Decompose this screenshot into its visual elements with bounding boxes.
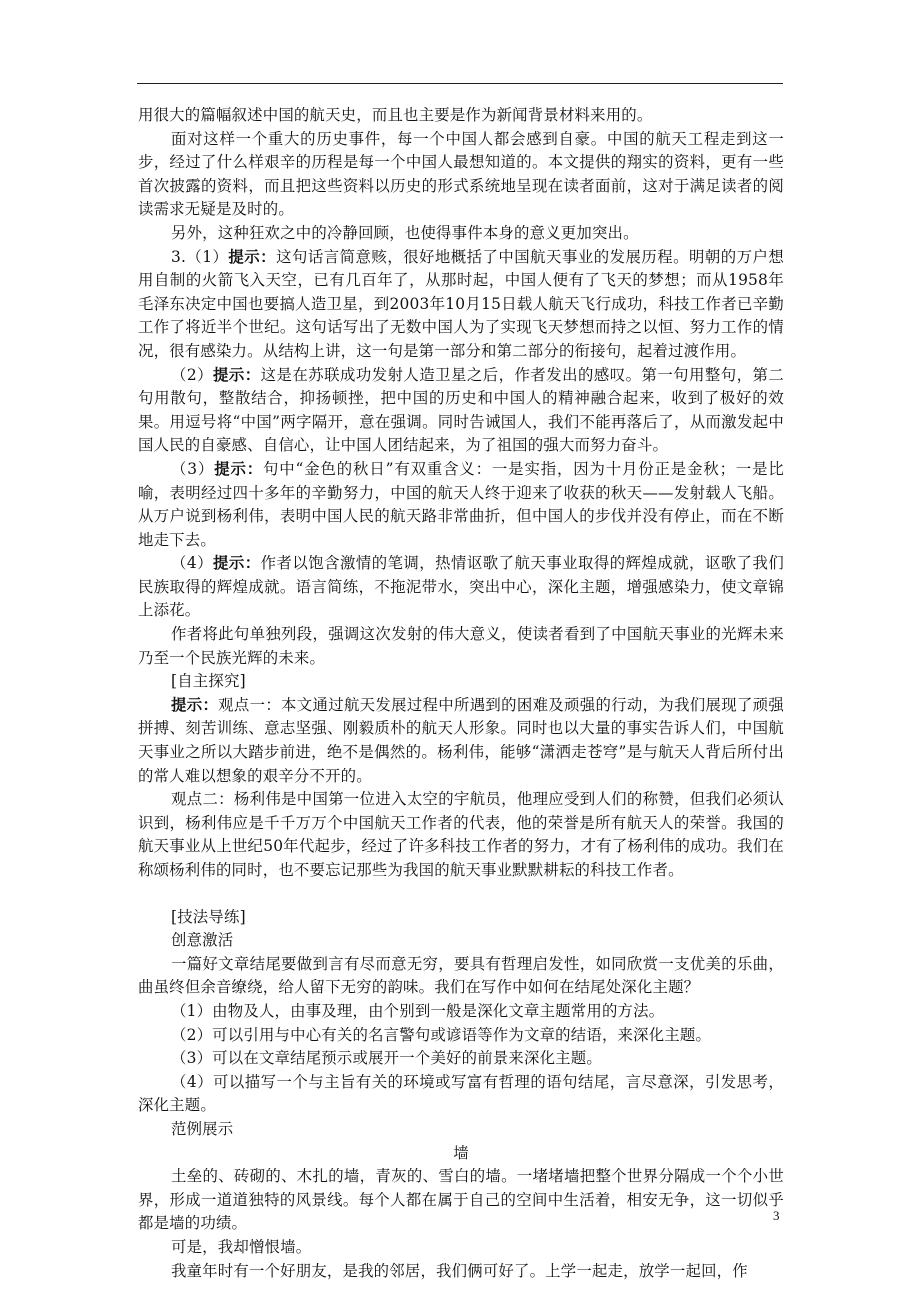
list-item: （3）可以在文章结尾预示或展开一个美好的前景来深化主题。 xyxy=(171,1049,602,1068)
header-rule xyxy=(137,83,783,84)
paragraph: 土垒的、砖砌的、木扎的墙，青灰的、雪白的墙。一堵堵墙把整个世界分隔成一个个小世界，形成一道道独特的风景线。每个人都在属于自己的空间中生活着，相安无争，这一切似乎都是墙的功绩。 xyxy=(138,1167,784,1233)
list-item: （4）可以描写一个与主旨有关的环境或写富有哲理的语句结尾，言尽意深，引发思考，深化主题。 xyxy=(138,1072,784,1115)
paragraph: 作者将此句单独列段，强调这次发射的伟大意义，使读者看到了中国航天事业的光辉未来乃至一个民族光辉的未来。 xyxy=(138,625,784,667)
hint-label: 提示： xyxy=(171,695,219,714)
subheading-creative: 创意激活 xyxy=(171,931,234,950)
list-item: （2）可以引用与中心有关的名言警句或谚语等作为文章的结语，来深化主题。 xyxy=(171,1025,712,1044)
section-heading-self-study: [自主探究] xyxy=(171,672,246,691)
self-study-viewpoint-2: 观点二：杨利伟是中国第一位进入太空的宇航员，他理应受到人们的称赞，但我们必须认识到，杨利伟应是千千万万个中国航天工作者的代表，他的荣誉是所有航天人的荣誉。我国的航天事业从上世纪50年代起步，经过了许多科技工作者的努力，才有了杨利伟的成功。我们在称颂杨利伟的同时，也不要忘记那些为我国的航天事业默默耕耘的科技工作者。 xyxy=(138,790,784,879)
spacer xyxy=(138,883,784,906)
answer-3-3 xyxy=(138,458,784,552)
page-number: 3 xyxy=(773,1208,780,1223)
hint-text: 这是在苏联成功发射人造卫星之后，作者发出的感叹。第一句用整句，第二句用散句，整散结合，抑扬顿挫，把中国的历史和中国人的精神融合起来，收到了极好的效果。用逗号将“中国”两字隔开，意在强调。同时告诫国人，我们不能再落后了，从而激发起中国人民的自豪感、自信心，让中国人团结起来，为了祖国的强大而努力奋斗。 xyxy=(138,365,784,455)
item-number: （4） xyxy=(171,554,214,573)
item-number: （2） xyxy=(171,365,214,384)
hint-text: 这句话言简意赅，很好地概括了中国航天事业的发展历程。明朝的万户想用自制的火箭飞入天空，已有几百年了，从那时起，中国人便有了飞天的梦想；而从1958年毛泽东决定中国也要搞人造卫星，到2003年10月15日载人航天飞行成功，科技工作者已辛勤工作了将近半个世纪。这句话写出了无数中国人为了实现飞天梦想而持之以恒、努力工作的情况，很有感染力。从结构上讲，这一句是第一部分和第二部分的衔接句，起着过渡作用。 xyxy=(138,247,784,360)
hint-text: 观点一：本文通过航天发展过程中所遇到的困难及顽强的行动，为我们展现了顽强拼搏、刻苦训练、意志坚强、刚毅质朴的航天人形象。同时也以大量的事实告诉人们，中国航天事业之所以大踏步前进，绝不是偶然的。杨利伟，能够“潇洒走苍穹”是与航天人背后所付出的常人难以想象的艰辛分不开的。 xyxy=(138,695,784,785)
section-heading-technique: [技法导练] xyxy=(171,907,246,926)
paragraph: 用很大的篇幅叙述中国的航天史，而且也主要是作为新闻背景材料来用的。 xyxy=(138,106,653,124)
paragraph: 另外，这种狂欢之中的冷静回顾，也使得事件本身的意义更加突出。 xyxy=(171,223,639,242)
answer-3-1 xyxy=(138,246,784,364)
paragraph: 我童年时有一个好朋友，是我的邻居，我们俩可好了。上学一起走，放学一起回，作 xyxy=(171,1261,748,1280)
hint-label: 提示： xyxy=(213,554,261,573)
paragraph: 面对这样一个重大的历史事件，每一个中国人都会感到自豪。中国的航天工程走到这一步，经过了什么样艰辛的历程是每一个中国人最想知道的。本文提供的翔实的资料，更有一些首次披露的资料，而且把这些资料以历史的形式系统地呈现在读者面前，这对于满足读者的阅读需求无疑是及时的。 xyxy=(138,129,784,219)
subheading-example: 范例展示 xyxy=(171,1119,234,1138)
paragraph: 一篇好文章结尾要做到言有尽而意无穷，要具有哲理启发性，如同欣赏一支优美的乐曲，曲虽终但余音缭绕，给人留下无穷的韵味。我们在写作中如何在结尾处深化主题？ xyxy=(138,954,784,997)
list-item: （1）由物及人，由事及理，由个别到一般是深化文章主题常用的方法。 xyxy=(171,1001,665,1020)
item-number: （3） xyxy=(171,459,215,478)
hint-label: 提示： xyxy=(213,365,261,384)
hint-text: 句中“金色的秋日”有双重含义：一是实指，因为十月份正是金秋；一是比喻，表明经过四十多年的辛勤努力，中国的航天人终于迎来了收获的秋天——发射载人飞船。从万户说到杨利伟，表明中国人民的航天路非常曲折，但中国人的步伐并没有停止，而在不断地走下去。 xyxy=(138,459,784,549)
item-number: 3.（1） xyxy=(171,247,229,266)
document-body xyxy=(138,104,784,1283)
hint-text: 作者以饱含激情的笔调，热情讴歌了航天事业取得的辉煌成就，讴歌了我们民族取得的辉煌成就。语言简练，不拖泥带水，突出中心，深化主题，增强感染力，使文章锦上添花。 xyxy=(138,554,784,620)
answer-3-4 xyxy=(138,552,784,623)
essay-title: 墙 xyxy=(453,1143,469,1162)
hint-label: 提示： xyxy=(228,247,277,266)
hint-label: 提示： xyxy=(214,459,263,478)
paragraph: 可是，我却憎恨墙。 xyxy=(171,1237,312,1256)
self-study-viewpoint-1 xyxy=(138,694,784,788)
answer-3-2 xyxy=(138,364,784,458)
